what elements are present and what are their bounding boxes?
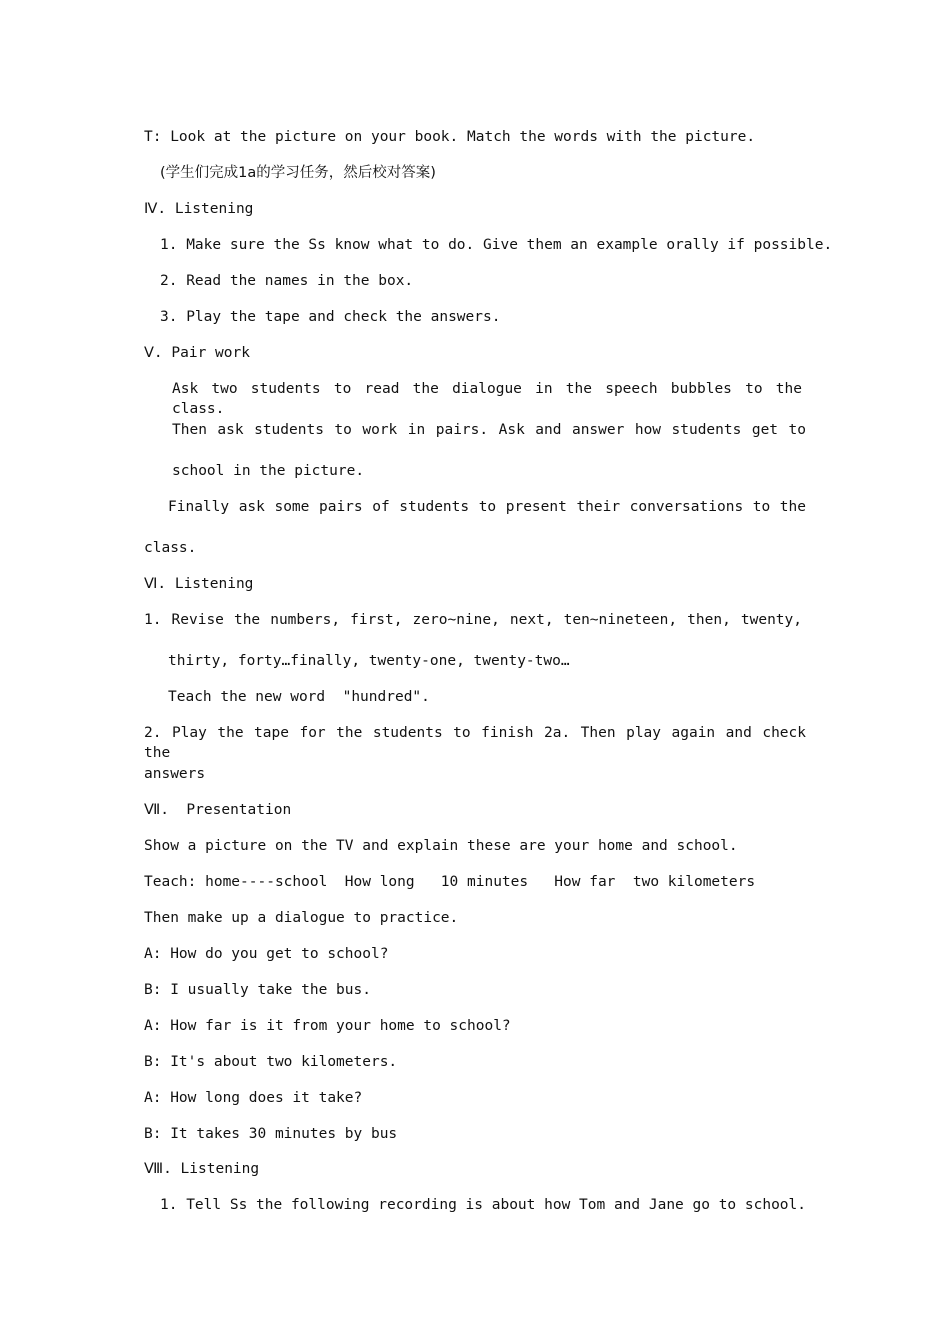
presentation-line-3: Then make up a dialogue to practice. [144, 910, 459, 926]
dialogue-line-6: B: It takes 30 minutes by bus [144, 1126, 398, 1142]
heading-listening-iv: Ⅳ. Listening [144, 201, 254, 217]
dialogue-line-3: A: How far is it from your home to school? [144, 1018, 511, 1034]
dialogue-line-5: A: How long does it take? [144, 1090, 363, 1106]
pair-work-line-3: school in the picture. [172, 463, 365, 479]
pair-work-line-4: Finally ask some pairs of students to present their conversations to the [168, 499, 806, 515]
dialogue-line-1: A: How do you get to school? [144, 946, 389, 962]
heading-listening-viii: Ⅷ. Listening [144, 1161, 260, 1177]
dialogue-line-4: B: It's about two kilometers. [144, 1054, 398, 1070]
revise-numbers-line-2: thirty, forty…finally, twenty-one, twenty-two… [168, 653, 570, 669]
heading-pair-work: Ⅴ. Pair work [144, 345, 250, 361]
list-item-3: 3. Play the tape and check the answers. [160, 309, 501, 325]
presentation-line-1: Show a picture on the TV and explain these are your home and school. [144, 838, 738, 854]
pair-work-line-2: Then ask students to work in pairs. Ask and answer how students get to [172, 422, 806, 438]
heading-listening-vi: Ⅵ. Listening [144, 576, 254, 592]
revise-numbers-line-1: 1. Revise the numbers, first, zero~nine, next, ten~nineteen, then, twenty, [144, 612, 802, 628]
teach-new-word: Teach the new word "hundred". [168, 689, 430, 705]
list-item-2: 2. Read the names in the box. [160, 273, 414, 289]
presentation-line-2: Teach: home----school How long 10 minutes How far two kilometers [144, 874, 756, 890]
pair-work-line-1: Ask two students to read the dialogue in the speech bubbles to the class. [172, 381, 802, 417]
pair-work-line-5: class. [144, 540, 197, 556]
play-tape-line-2: answers [144, 766, 206, 782]
dialogue-line-2: B: I usually take the bus. [144, 982, 371, 998]
play-tape-line-1: 2. Play the tape for the students to finish 2a. Then play again and check the [144, 725, 806, 761]
listening-viii-item-1: 1. Tell Ss the following recording is about how Tom and Jane go to school. [160, 1197, 807, 1213]
list-item-1: 1. Make sure the Ss know what to do. Give them an example orally if possible. [160, 237, 833, 253]
line-instruction-match: T: Look at the picture on your book. Match the words with the picture. [144, 129, 756, 145]
heading-presentation: Ⅶ. Presentation [144, 802, 292, 818]
line-chinese-note: (学生们完成1a的学习任务，然后校对答案) [160, 165, 436, 181]
